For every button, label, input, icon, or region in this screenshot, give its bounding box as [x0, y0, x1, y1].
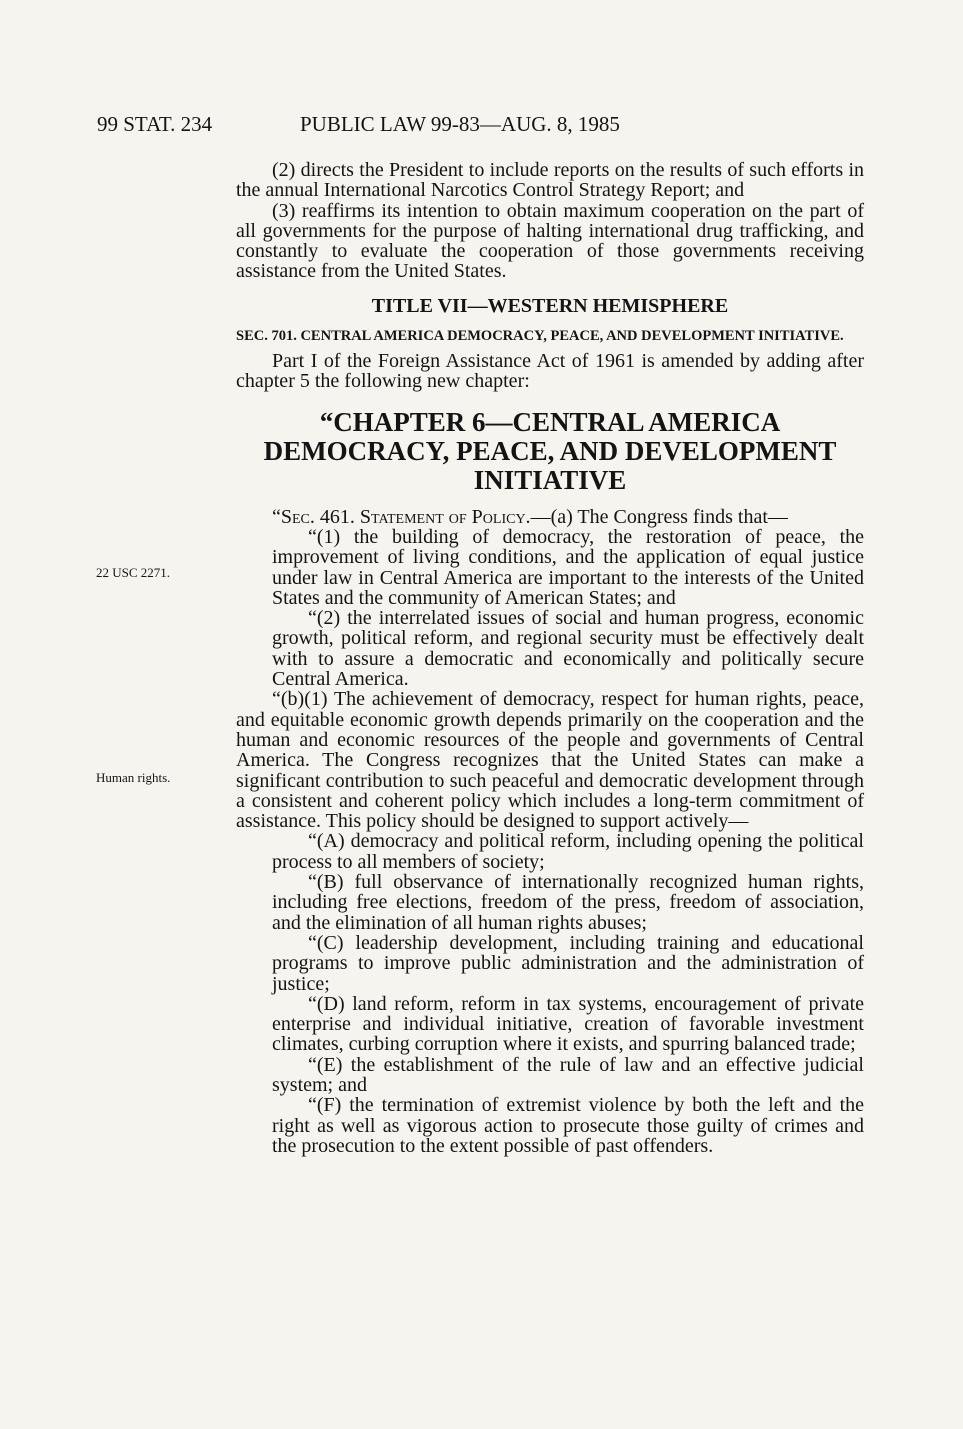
document-body	[236, 160, 864, 1156]
page-stat-citation: 99 STAT. 234	[97, 112, 213, 136]
clause-f: “(F) the termination of extremist violence by both the left and the right as well as vigorous action to prosecute those guilty of crimes and the prosecution to the extent possible of past offenders.	[272, 1094, 864, 1157]
subsection-b1: “(b)(1) The achievement of democracy, respect for human rights, peace, and equitable economic growth depends primarily on the cooperation and the human and economic resources of the people and governments of Central America. The Congress recognizes that the United States can make a significant contribution to such peaceful and democratic development through a consistent and coherent policy which includes a long-term commitment of assistance. This policy should be designed to support actively—	[236, 688, 864, 833]
sec-461-text: —(a) The Congress finds that—	[530, 505, 788, 528]
page-running-head: PUBLIC LAW 99-83—AUG. 8, 1985	[300, 112, 620, 136]
section-heading: SEC. 701. CENTRAL AMERICA DEMOCRACY, PEACE, AND DEVELOPMENT INITIATIVE.	[236, 328, 844, 345]
paragraph-3: (3) reaffirms its intention to obtain maximum cooperation on the part of all governments for the purpose of halting international drug trafficking, and constantly to evaluate the cooperation of those governments receiving assistance from the United States.	[236, 199, 864, 283]
chapter-heading: “CHAPTER 6—CENTRAL AMERICA DEMOCRACY, PEACE, AND DEVELOPMENT INITIATIVE	[263, 406, 837, 495]
clause-e: “(E) the establishment of the rule of law and an effective judicial system; and	[272, 1053, 864, 1096]
paragraph-2: (2) directs the President to include reports on the results of such efforts in the annual International Narcotics Control Strategy Report; and	[236, 159, 864, 202]
clause-a: “(A) democracy and political reform, including opening the political process to all members of society;	[272, 830, 864, 873]
margin-note-human-rights: Human rights.	[96, 770, 171, 785]
margin-note-usc: 22 USC 2271.	[96, 565, 171, 580]
title-heading: TITLE VII—WESTERN HEMISPHERE	[371, 294, 729, 317]
finding-1: “(1) the building of democracy, the restoration of peace, the improvement of living conditions, and the application of equal justice under law in Central America are important to the interests of the United States and the community of American States; and	[272, 525, 864, 609]
intro-paragraph: Part I of the Foreign Assistance Act of 1961 is amended by adding after chapter 5 the following new chapter:	[236, 350, 864, 393]
sec-461-caption: “Sec. 461. Statement of Policy.	[272, 505, 531, 528]
sec-461-heading	[236, 507, 864, 527]
clause-b: “(B) full observance of internationally recognized human rights, including free elections, freedom of the press, freedom of association, and the elimination of all human rights abuses;	[272, 871, 864, 934]
finding-2: “(2) the interrelated issues of social and human progress, economic growth, political reform, and regional security must be effectively dealt with to assure a democratic and economically and politically secure Central America.	[272, 607, 864, 691]
clause-d: “(D) land reform, reform in tax systems, encouragement of private enterprise and individual initiative, creation of favorable investment climates, curbing corruption where it exists, and spurring balanced trade;	[272, 992, 864, 1056]
clause-c: “(C) leadership development, including training and educational programs to improve public administration and the administration of justice;	[272, 931, 864, 995]
